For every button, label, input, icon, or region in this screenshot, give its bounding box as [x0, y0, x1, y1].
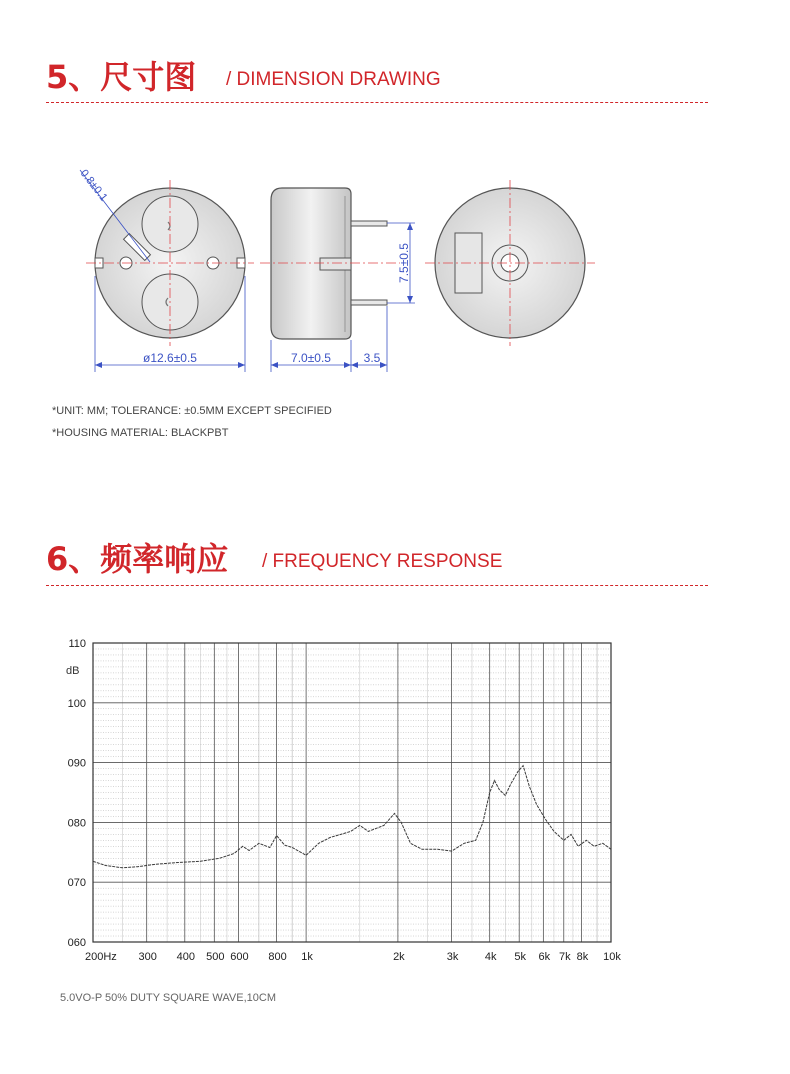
pin-length-dimension-label: 3.5 — [363, 351, 381, 365]
section-5-subtitle: / DIMENSION DRAWING — [226, 69, 441, 90]
height-dimension-label: 7.0±0.5 — [291, 351, 331, 365]
x-tick-label: 500 — [206, 951, 225, 963]
section-5-header — [46, 52, 708, 104]
x-tick-label: 1k — [301, 951, 313, 963]
x-tick-label: 6k — [538, 951, 551, 963]
x-tick-label: 10k — [603, 951, 621, 963]
y-tick-label: 060 — [67, 937, 86, 949]
x-tick-label: 800 — [268, 951, 287, 963]
x-tick-label: 600 — [230, 951, 249, 963]
unit-note: *UNIT: MM; TOLERANCE: ±0.5MM EXCEPT SPECIFIED — [52, 405, 332, 417]
section-5-title: 5、尺寸图 — [46, 58, 197, 96]
y-tick-label: 070 — [67, 877, 86, 890]
section-6-header — [46, 534, 708, 586]
x-tick-label: 200Hz — [85, 951, 117, 963]
minor-gridlines — [93, 643, 611, 942]
wire-dimension-label: 0.8±0.1 — [77, 167, 110, 204]
x-tick-label: 5k — [514, 951, 527, 963]
test-condition-footnote: 5.0VO-P 50% DUTY SQUARE WAVE,10CM — [60, 992, 276, 1004]
x-tick-label: 3k — [446, 951, 459, 963]
y-tick-label: 080 — [67, 817, 86, 830]
dimension-drawing — [0, 150, 790, 390]
y-axis-label: dB — [66, 665, 80, 677]
x-tick-label: 400 — [176, 951, 195, 963]
frequency-response-chart — [0, 630, 790, 970]
top-view — [425, 180, 595, 346]
bottom-view — [78, 167, 254, 372]
x-tick-label: 7k — [558, 951, 571, 963]
section-6-subtitle: / FREQUENCY RESPONSE — [262, 551, 503, 572]
pin-spacing-dimension-label: 7.5±0.5 — [397, 243, 411, 283]
section-6-title: 6、频率响应 — [46, 540, 229, 578]
side-view — [260, 188, 415, 372]
y-tick-label: 100 — [67, 697, 86, 710]
y-tick-label: 090 — [67, 757, 86, 770]
section-6-divider — [46, 585, 708, 586]
x-tick-label: 4k — [484, 951, 497, 963]
y-tick-label: 110 — [68, 638, 86, 650]
y-tick-labels — [68, 638, 86, 949]
x-tick-label: 300 — [138, 951, 157, 963]
diameter-dimension-label: ø12.6±0.5 — [143, 351, 197, 365]
material-note: *HOUSING MATERIAL: BLACKPBT — [52, 427, 229, 439]
section-5-divider — [46, 102, 708, 103]
x-tick-label: 2k — [393, 951, 405, 963]
x-tick-labels — [85, 951, 621, 963]
x-tick-label: 8k — [576, 951, 589, 963]
